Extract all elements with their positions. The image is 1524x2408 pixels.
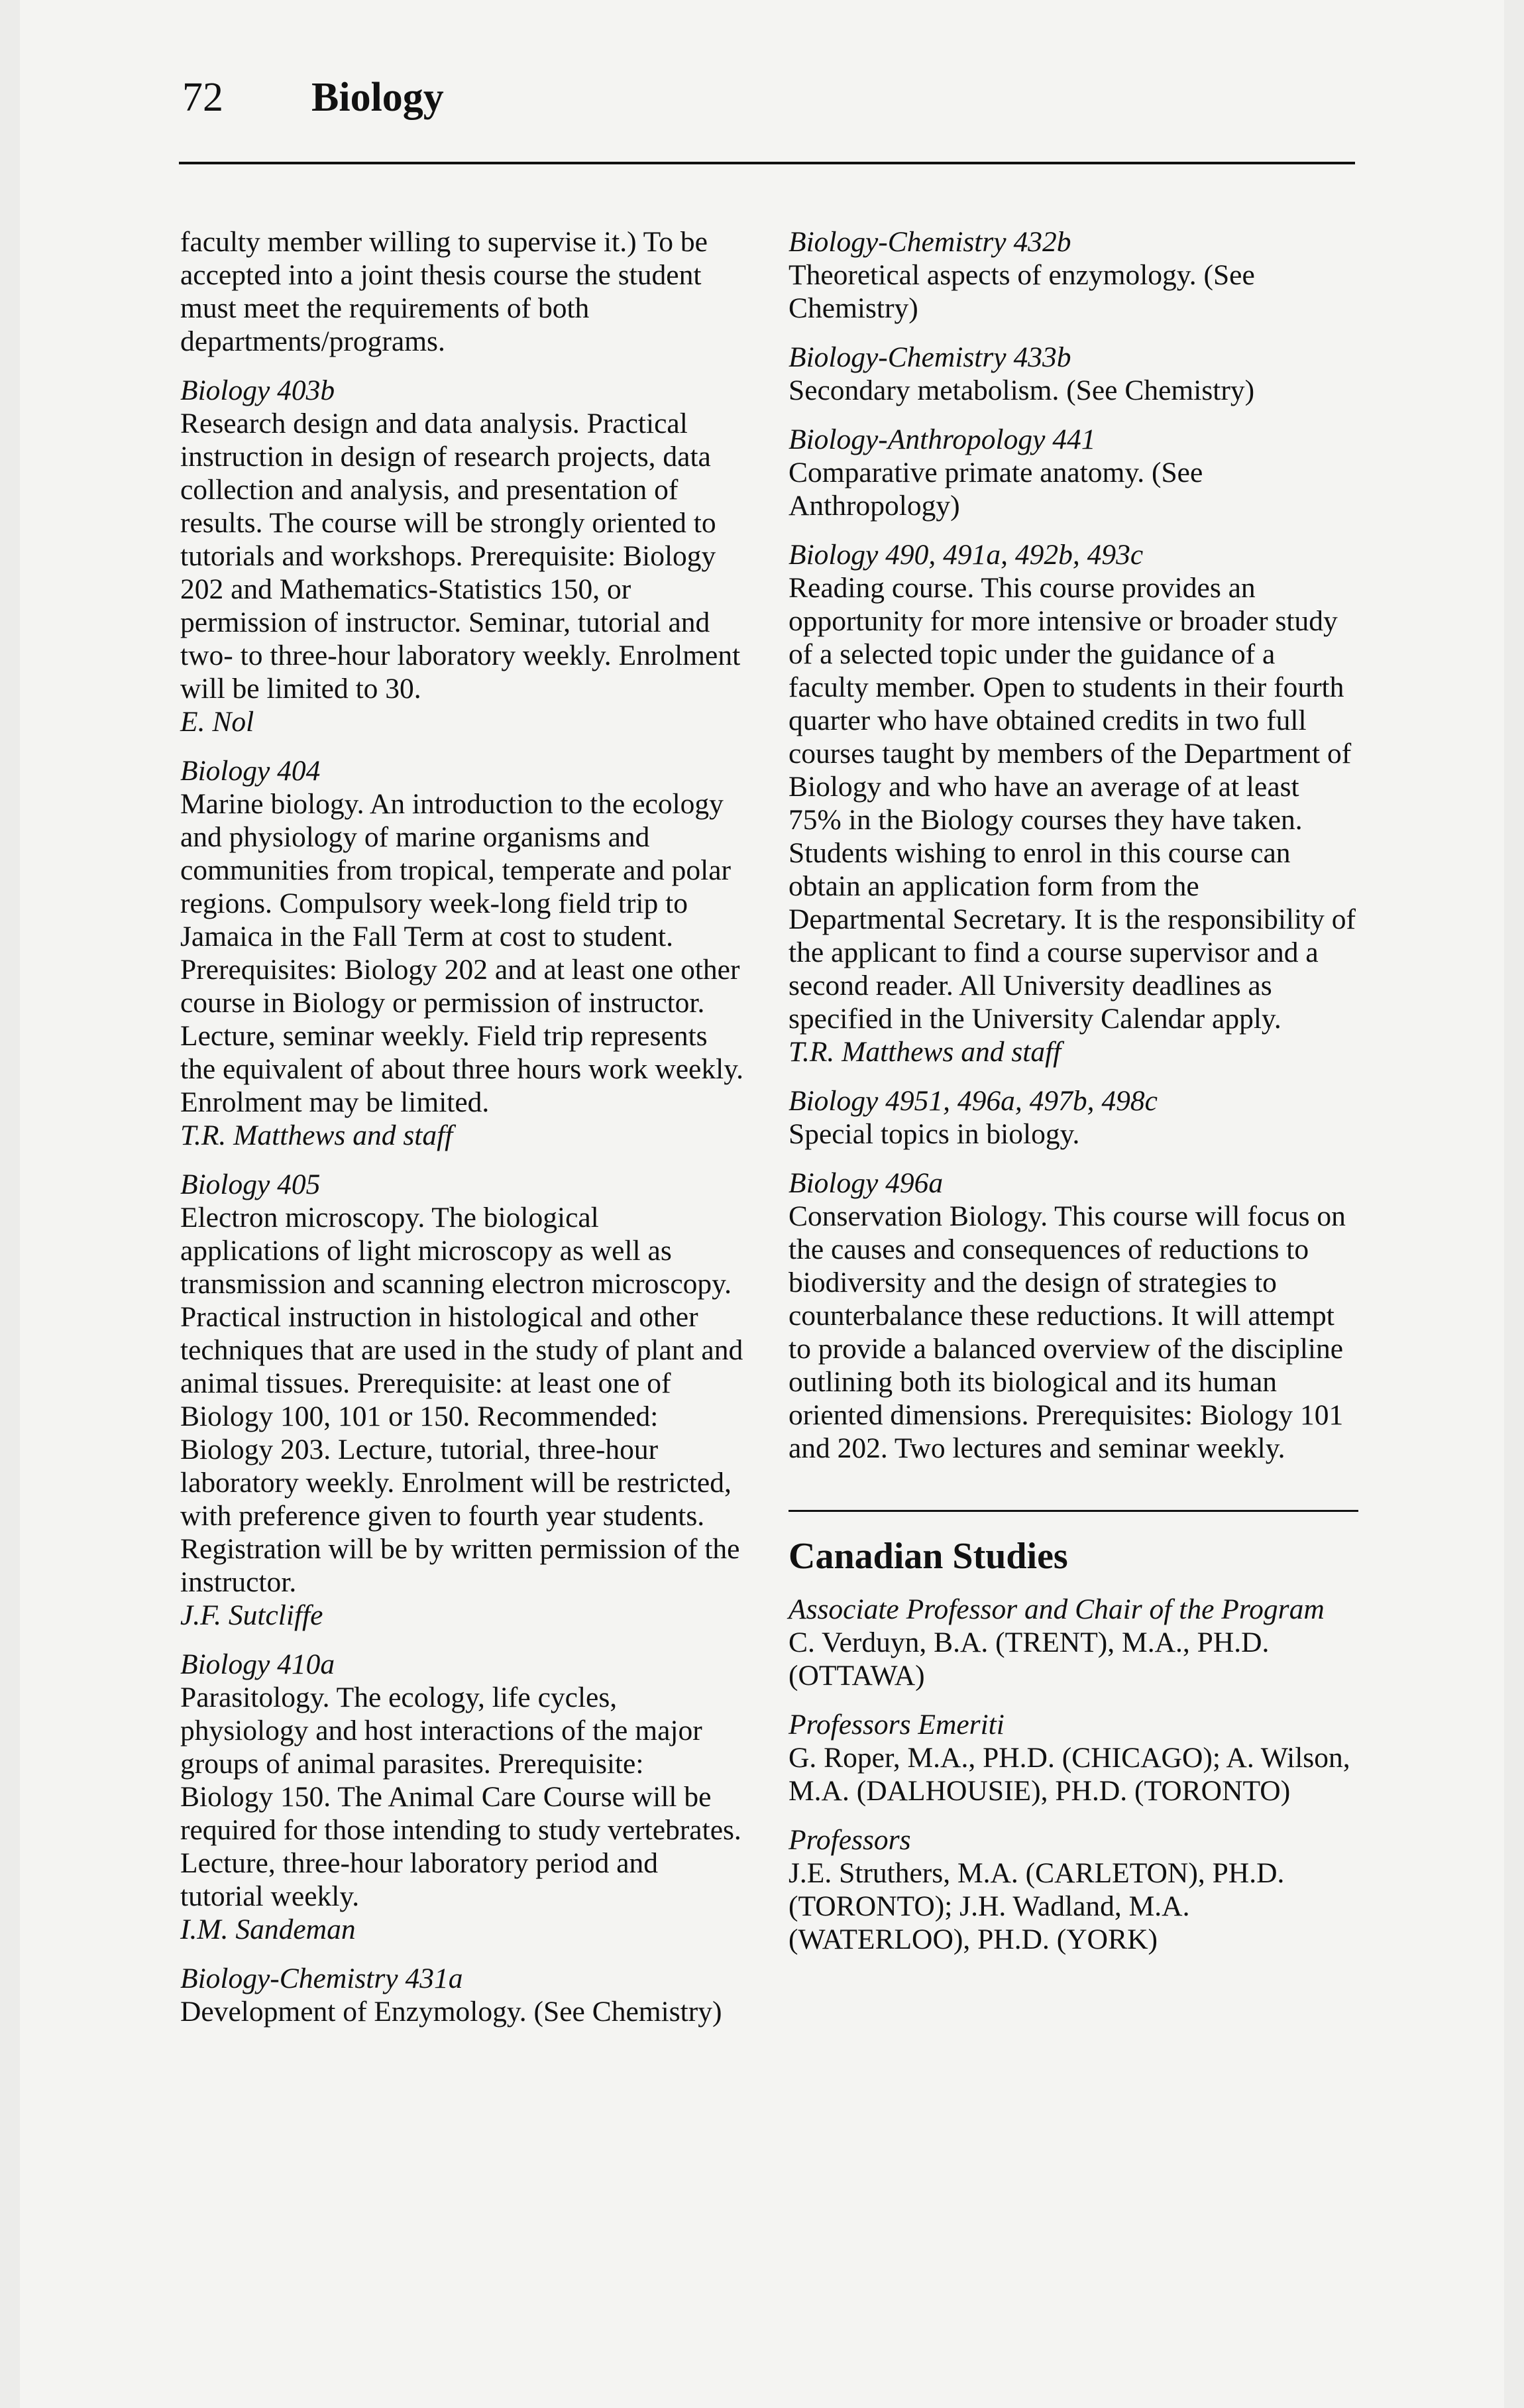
course-entry (180, 374, 743, 738)
course-entry (180, 1962, 743, 2028)
course-title: Biology 490, 491a, 492b, 493c (789, 539, 1144, 571)
header-rule (179, 162, 1355, 164)
intro-paragraph (180, 225, 743, 358)
course-instructor: T.R. Matthews and staff (180, 1119, 453, 1151)
intro-text: faculty member willing to supervise it.) To be accepted into a joint thesis course the student must meet the requirements of both departments/programs. (180, 226, 708, 357)
course-entry (180, 754, 743, 1152)
course-description: Research design and data analysis. Practical instruction in design of research projects, data collection and analysis, and presentation of results. The course will be strongly oriented to tutorials and workshops. Prerequisite: Biology 202 and Mathematics-Statistics 150, or permission of instructor. Seminar, tutorial and two- to three-hour laboratory weekly. Enrolment will be limited to 30. (180, 408, 741, 705)
staff-names: G. Roper, M.A., PH.D. (CHICAGO); A. Wilson, M.A. (DALHOUSIE), PH.D. (TORONTO) (789, 1742, 1350, 1807)
department-title: Canadian Studies (789, 1536, 1068, 1577)
course-description: Reading course. This course provides an opportunity for more intensive or broader study of a selected topic under the guidance of a faculty member. Open to students in their fourth quarter who have obtained credits in two full courses taught by members of the Department of Biology and who have an average of at least 75% in the Biology courses they have taken. Students wishing to enrol in this course can obtain an application form from the Departmental Secretary. It is the responsibility of the applicant to find a course supervisor and a second reader. All University deadlines as specified in the University Calendar apply. (789, 572, 1356, 1035)
page-header (182, 74, 1362, 134)
left-column (180, 225, 743, 2044)
staff-names: J.E. Struthers, M.A. (CARLETON), PH.D. (TORONTO); J.H. Wadland, M.A. (WATERLOO), PH.D. (YORK) (789, 1857, 1285, 1955)
course-description: Marine biology. An introduction to the ecology and physiology of marine organisms and communities from tropical, temperate and polar regions. Compulsory week-long field trip to Jamaica in the Fall Term at cost to student. Prerequisites: Biology 202 and at least one other course in Biology or permission of instructor. Lecture, seminar weekly. Field trip represents the equivalent of about three hours work weekly. Enrolment may be limited. (180, 788, 743, 1118)
staff-names: C. Verduyn, B.A. (TRENT), M.A., PH.D. (OTTAWA) (789, 1627, 1270, 1691)
course-description: Development of Enzymology. (See Chemistry) (180, 1996, 722, 2028)
course-description: Conservation Biology. This course will focus on the causes and consequences of reductions to biodiversity and the design of strategies to counterbalance these reductions. It will attempt to provide a balanced overview of the discipline outlining both its biological and its human oriented dimensions. Prerequisites: Biology 101 and 202. Two lectures and seminar weekly. (789, 1200, 1346, 1464)
staff-role: Professors Emeriti (789, 1709, 1005, 1741)
course-title: Biology 410a (180, 1648, 335, 1680)
course-description: Electron microscopy. The biological applications of light microscopy as well as transmission and scanning electron microscopy. Practical instruction in histological and other techniques that are used in the study of plant and animal tissues. Prerequisite: at least one of Biology 100, 101 or 150. Recommended: Biology 203. Lecture, tutorial, three-hour laboratory weekly. Enrolment will be restricted, with preference given to fourth year students. Registration will be by written permission of the instructor. (180, 1202, 743, 1598)
section-title: Biology (311, 75, 444, 120)
course-entry (789, 538, 1358, 1068)
page-number: 72 (182, 75, 223, 120)
course-description: Special topics in biology. (789, 1118, 1080, 1150)
course-entry (789, 341, 1358, 407)
course-description: Theoretical aspects of enzymology. (See Chemistry) (789, 259, 1255, 324)
department-rule (789, 1510, 1358, 1512)
course-title: Biology 4951, 496a, 497b, 498c (789, 1085, 1158, 1117)
course-title: Biology-Chemistry 431a (180, 1963, 463, 1994)
course-entry (789, 1084, 1358, 1151)
course-title: Biology 405 (180, 1169, 321, 1200)
staff-role: Associate Professor and Chair of the Program (789, 1593, 1325, 1625)
course-entry (180, 1648, 743, 1946)
course-instructor: T.R. Matthews and staff (789, 1036, 1061, 1068)
course-description: Comparative primate anatomy. (See Anthropology) (789, 457, 1203, 522)
course-entry (789, 1167, 1358, 1465)
course-instructor: E. Nol (180, 706, 254, 738)
staff-role: Professors (789, 1824, 911, 1856)
course-title: Biology-Chemistry 432b (789, 226, 1071, 258)
course-entry (180, 1168, 743, 1632)
staff-group (789, 1708, 1358, 1807)
staff-group (789, 1823, 1358, 1956)
course-title: Biology 403b (180, 374, 335, 406)
course-description: Parasitology. The ecology, life cycles, physiology and host interactions of the major groups of animal parasites. Prerequisite: Biology 150. The Animal Care Course will be required for those intending to study vertebrates. Lecture, three-hour laboratory period and tutorial weekly. (180, 1682, 741, 1912)
course-entry (789, 423, 1358, 522)
course-title: Biology-Chemistry 433b (789, 341, 1071, 373)
course-instructor: I.M. Sandeman (180, 1914, 356, 1945)
course-instructor: J.F. Sutcliffe (180, 1599, 323, 1631)
course-entry (789, 225, 1358, 325)
right-column (789, 225, 1358, 1972)
staff-group (789, 1593, 1358, 1692)
course-title: Biology-Anthropology 441 (789, 424, 1096, 455)
course-description: Secondary metabolism. (See Chemistry) (789, 374, 1255, 406)
course-title: Biology 404 (180, 755, 321, 787)
course-title: Biology 496a (789, 1167, 944, 1199)
